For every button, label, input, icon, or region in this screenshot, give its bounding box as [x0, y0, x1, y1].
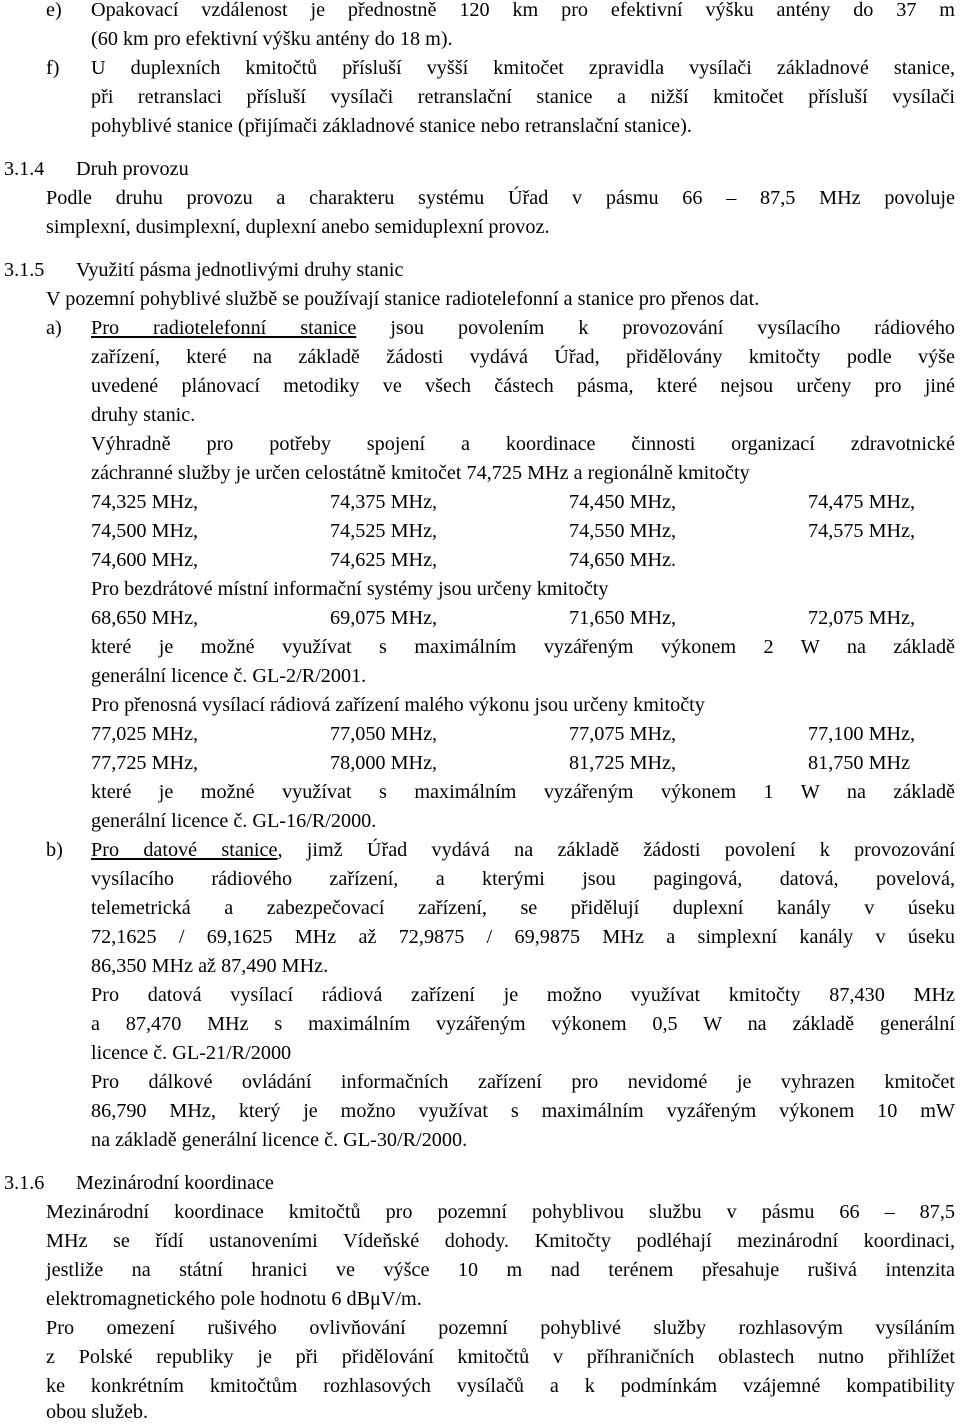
frequency-value: 74,450 MHz,: [569, 491, 677, 513]
frequency-value: 77,050 MHz,: [330, 723, 438, 745]
item-a-text: jsou povolením k provozování vysílacího rádiového: [356, 317, 956, 339]
item-b-text-line: na základě generální licence č. GL-30/R/2000.: [91, 1129, 468, 1151]
item-f-text-line: U duplexních kmitočtů přísluší vyšší kmitočet zpravidla vysílači základnové stanice,: [91, 57, 955, 79]
item-b-text-line: 86,790 MHz, který je možno využívat s maximálním vyzářeným výkonem 10 mW: [91, 1100, 955, 1122]
frequency-value: 72,075 MHz,: [808, 607, 916, 629]
item-a-text-line: Pro bezdrátové místní informační systémy jsou určeny kmitočty: [91, 578, 609, 600]
item-e-text-line: Opakovací vzdálenost je přednostně 120 km pro efektivní výšku antény do 37 m: [91, 0, 955, 21]
paragraph-line: obou služeb.: [46, 1401, 149, 1423]
frequency-row: [0, 604, 960, 633]
frequency-value: 81,725 MHz,: [569, 752, 677, 774]
frequency-value: 78,000 MHz,: [330, 752, 438, 774]
item-a-label: a): [46, 317, 62, 339]
item-f-label: f): [46, 57, 60, 79]
item-a-text-line: zařízení, které na základě žádosti vydává Úřad, přidělovány kmitočty podle výše: [91, 346, 955, 368]
item-a-text-line: druhy stanic.: [91, 404, 196, 426]
item-a-text-line: uvedené plánovací metodiky ve všech částech pásma, které nejsou určeny pro jiné: [91, 375, 955, 397]
frequency-value: 74,550 MHz,: [569, 520, 677, 542]
section-number: 3.1.4: [4, 158, 45, 180]
frequency-value: 74,375 MHz,: [330, 491, 438, 513]
paragraph-line: jestliže na státní hranici ve výšce 10 m nad terénem přesahuje rušivá intenzita: [46, 1259, 955, 1281]
paragraph-line: MHz se řídí ustanoveními Vídeňské dohody. Kmitočty podléhají mezinárodní koordinaci,: [46, 1230, 955, 1252]
paragraph-line: Podle druhu provozu a charakteru systému Úřad v pásmu 66 – 87,5 MHz povoluje: [46, 187, 955, 209]
frequency-row: [0, 546, 960, 575]
paragraph-line: Mezinárodní koordinace kmitočtů pro pozemní pohyblivou službu v pásmu 66 – 87,5: [46, 1201, 955, 1223]
frequency-value: 77,075 MHz,: [569, 723, 677, 745]
item-a-text-line: Pro přenosná vysílací rádiová zařízení malého výkonu jsou určeny kmitočty: [91, 694, 705, 716]
frequency-value: 74,500 MHz,: [91, 520, 199, 542]
paragraph-line: simplexní, dusimplexní, duplexní anebo semiduplexní provoz.: [46, 216, 550, 238]
frequency-value: 69,075 MHz,: [330, 607, 438, 629]
section-title: Druh provozu: [76, 158, 189, 180]
item-e-text-line: (60 km pro efektivní výšku antény do 18 m).: [91, 28, 453, 50]
paragraph-line: Pro omezení rušivého ovlivňování pozemní pohyblivé služby rozhlasovým vysíláním: [46, 1317, 955, 1339]
item-a-text-line: záchranné služby je určen celostátně kmitočet 74,725 MHz a regionálně kmitočty: [91, 462, 750, 484]
frequency-value: 74,525 MHz,: [330, 520, 438, 542]
paragraph-line: V pozemní pohyblivé službě se používají stanice radiotelefonní a stanice pro přenos dat.: [46, 288, 760, 310]
frequency-value: 77,100 MHz,: [808, 723, 916, 745]
item-b-text-line: vysílacího rádiového zařízení, a kterými jsou pagingová, datová, povelová,: [91, 868, 955, 890]
item-f-text-line: pohyblivé stanice (přijímači základnové stanice nebo retranslační stanice).: [91, 115, 692, 137]
frequency-row: [0, 517, 960, 546]
item-b-text-line: Pro datová vysílací rádiová zařízení je možno využívat kmitočty 87,430 MHz: [91, 984, 955, 1006]
paragraph-line: elektromagnetického pole hodnotu 6 dBμV/m.: [46, 1288, 422, 1310]
item-a-text-line: generální licence č. GL-2/R/2001.: [91, 665, 367, 687]
frequency-value: 74,575 MHz,: [808, 520, 916, 542]
item-a-text-line: které je možné využívat s maximálním vyzářeným výkonem 1 W na základě: [91, 781, 955, 803]
frequency-row: [0, 488, 960, 517]
frequency-value: 74,650 MHz.: [569, 549, 677, 571]
item-b-label: b): [46, 839, 63, 861]
item-a-text-line: Výhradně pro potřeby spojení a koordinace činnosti organizací zdravotnické: [91, 433, 955, 455]
item-b-text-line: 86,350 MHz až 87,490 MHz.: [91, 955, 329, 977]
item-e-label: e): [46, 0, 62, 21]
section-number: 3.1.6: [4, 1172, 45, 1194]
item-f-text-line: při retranslaci přísluší vysílači retranslační stanice a nižší kmitočet přísluší vysílači: [91, 86, 955, 108]
item-b-text-line: telemetrická a zabezpečovací zařízení, se přidělují duplexní kanály v úseku: [91, 897, 955, 919]
section-title: Využití pásma jednotlivými druhy stanic: [76, 259, 404, 281]
data-stations-heading: Pro datové stanice: [91, 839, 278, 861]
frequency-value: 74,475 MHz,: [808, 491, 916, 513]
paragraph-line: ke konkrétním kmitočtům rozhlasových vysílačů a k podmínkám vzájemné kompatibility: [46, 1375, 955, 1397]
item-b-text-line: licence č. GL-21/R/2000: [91, 1042, 292, 1064]
item-b-text-line: Pro dálkové ovládání informačních zařízení pro nevidomé je vyhrazen kmitočet: [91, 1071, 955, 1093]
frequency-row: [0, 720, 960, 749]
paragraph-line: z Polské republiky je při přidělování kmitočtů v příhraničních oblastech nutno přihlížet: [46, 1346, 955, 1368]
radiotelephone-stations-heading: Pro radiotelefonní stanice: [91, 317, 357, 339]
frequency-value: 77,025 MHz,: [91, 723, 199, 745]
section-number: 3.1.5: [4, 259, 45, 281]
frequency-value: 74,325 MHz,: [91, 491, 199, 513]
frequency-value: 77,725 MHz,: [91, 752, 199, 774]
item-b-text: , jimž Úřad vydává na základě žádosti povolení k provozování: [277, 839, 955, 861]
frequency-value: 68,650 MHz,: [91, 607, 199, 629]
item-b-text-line: 72,1625 / 69,1625 MHz až 72,9875 / 69,9875 MHz a simplexní kanály v úseku: [91, 926, 955, 948]
frequency-value: 74,625 MHz,: [330, 549, 438, 571]
item-a-text-line: generální licence č. GL-16/R/2000.: [91, 810, 377, 832]
frequency-value: 81,750 MHz: [808, 752, 911, 774]
item-a-text-line: které je možné využívat s maximálním vyzářeným výkonem 2 W na základě: [91, 636, 955, 658]
frequency-value: 71,650 MHz,: [569, 607, 677, 629]
item-b-text-line: a 87,470 MHz s maximálním vyzářeným výkonem 0,5 W na základě generální: [91, 1013, 955, 1035]
section-title: Mezinárodní koordinace: [76, 1172, 274, 1194]
frequency-row: [0, 749, 960, 778]
item-b-text-line: [91, 836, 955, 865]
frequency-value: 74,600 MHz,: [91, 549, 199, 571]
item-a-text-line: [91, 314, 955, 343]
